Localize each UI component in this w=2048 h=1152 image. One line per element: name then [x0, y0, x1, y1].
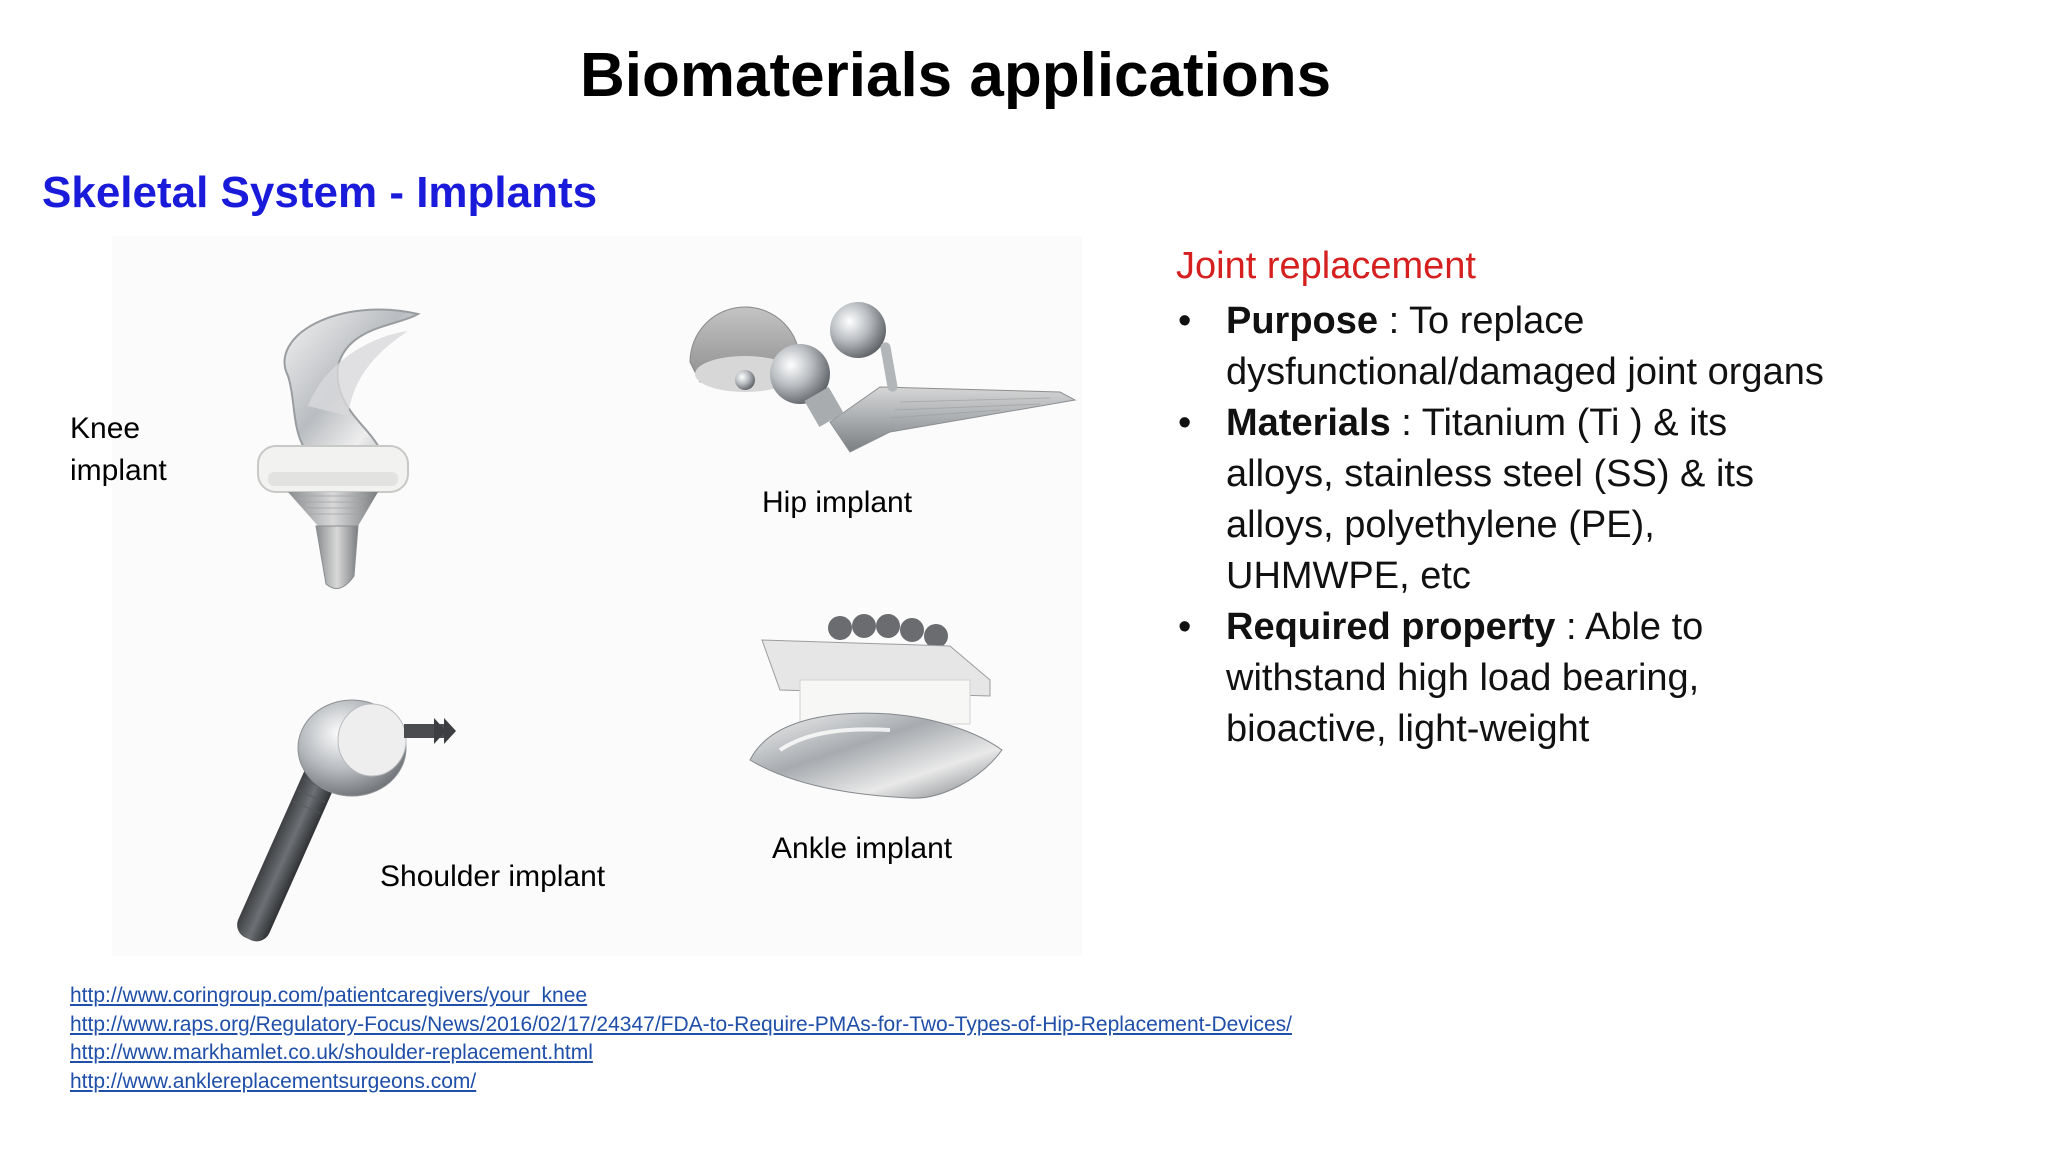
bullet-materials [1176, 398, 1836, 602]
bullet-dot-icon: • [1178, 402, 1192, 444]
knee-implant-caption [70, 408, 167, 492]
reference-link-shoulder[interactable]: http://www.markhamlet.co.uk/shoulder-replacement.html [70, 1041, 593, 1064]
bullet-required-property [1176, 602, 1836, 755]
bullet-text: : Able to withstand high load bearing, bioactive, light-weight [1226, 606, 1704, 750]
slide-subtitle: Skeletal System - Implants [42, 168, 598, 217]
bullet-label: Required property [1226, 606, 1556, 648]
ankle-implant-illustration [740, 610, 1010, 810]
bullet-list [1176, 296, 1836, 755]
bullet-purpose [1176, 296, 1836, 398]
knee-implant-illustration [228, 296, 428, 596]
bullet-text: : Titanium (Ti ) & its alloys, stainless steel (SS) & its alloys, polyethylene (PE), UHMWPE, etc [1226, 402, 1754, 597]
reference-link-hip[interactable]: http://www.raps.org/Regulatory-Focus/News/2016/02/17/24347/FDA-to-Require-PMAs-for-Two-Types-of-Hip-Replacement-Devices/ [70, 1012, 1292, 1036]
knee-caption-line2: implant [70, 454, 167, 487]
bullet-dot-icon: • [1178, 300, 1192, 342]
joint-replacement-section [1176, 240, 1836, 755]
slide-title: Biomaterials applications [580, 41, 1332, 110]
bullet-label: Purpose [1226, 300, 1379, 342]
bullet-label: Materials [1226, 402, 1391, 444]
reference-link-knee[interactable]: http://www.coringroup.com/patientcaregivers/your_knee [70, 984, 588, 1007]
knee-caption-line1: Knee [70, 412, 141, 445]
reference-link-ankle[interactable]: http://www.anklereplacementsurgeons.com/ [70, 1069, 477, 1093]
bullet-dot-icon: • [1178, 606, 1192, 648]
ankle-implant-caption: Ankle implant [772, 832, 953, 865]
hip-implant-caption: Hip implant [762, 486, 913, 519]
section-heading: Joint replacement [1176, 245, 1476, 287]
hip-implant-illustration [670, 292, 1080, 462]
bullet-text: : To replace dysfunctional/damaged joint organs [1226, 300, 1824, 393]
reference-links [70, 982, 1292, 1096]
shoulder-implant-illustration [212, 688, 472, 948]
shoulder-implant-caption: Shoulder implant [380, 860, 606, 893]
